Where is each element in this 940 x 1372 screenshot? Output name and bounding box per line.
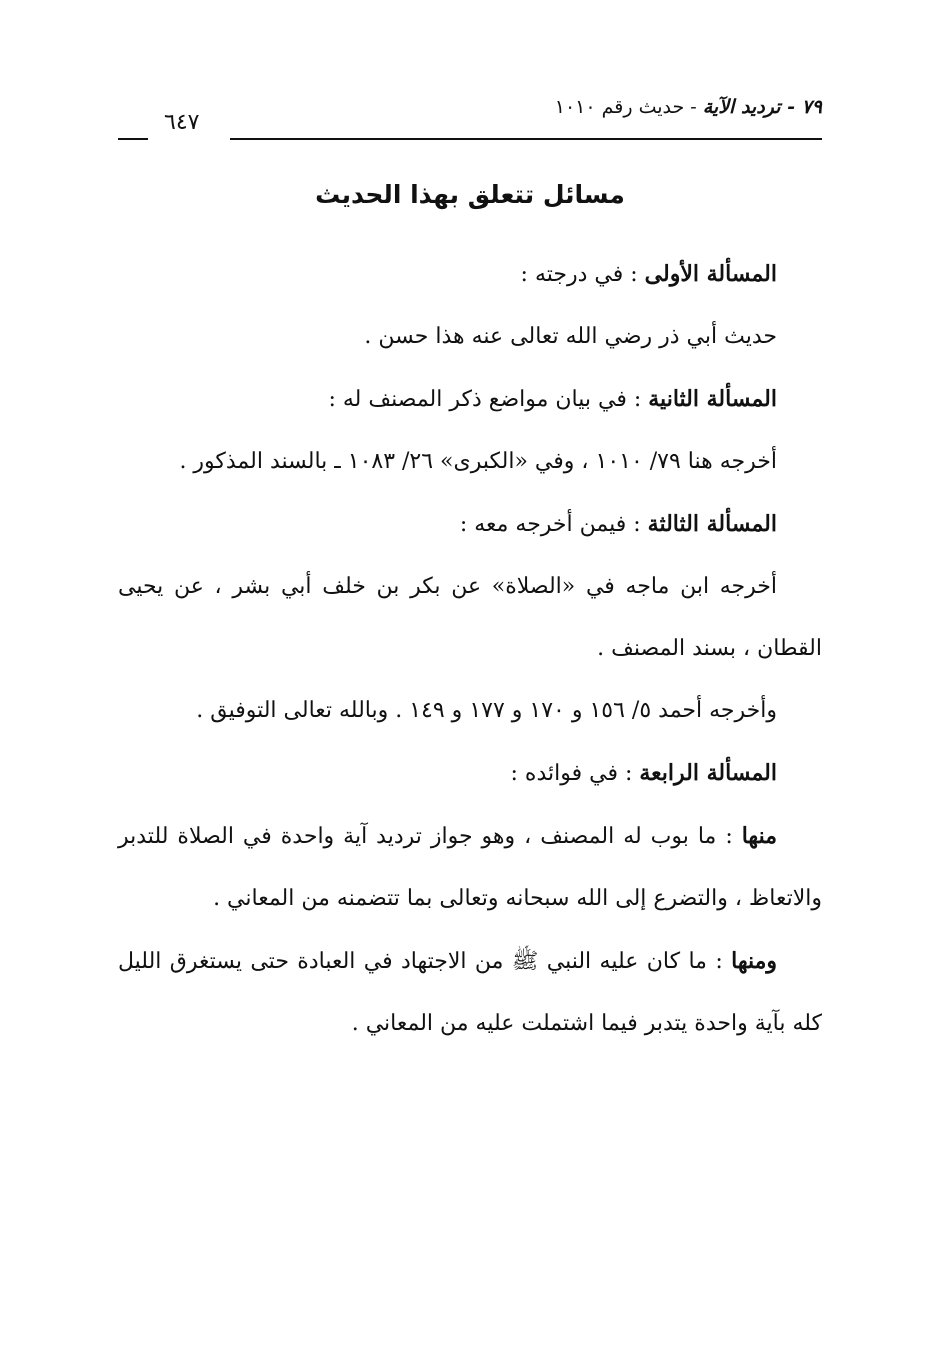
page-number-rule	[118, 138, 148, 140]
body-text	[118, 243, 822, 1055]
paragraph-ahmad: وأخرجه أحمد ٥/ ١٥٦ و ١٧٠ و ١٧٧ و ١٤٩ . وبالله تعالى التوفيق .	[196, 698, 777, 723]
paragraph-benefit-1: منها : ما بوب له المصنف ، وهو جواز ترديد آية واحدة في الصلاة للتدبر والاتعاظ ، والتضرع إلى الله سبحانه وتعالى بما تتضمنه من المعاني .	[118, 823, 822, 911]
paragraph-masala-1: المسألة الأولى : في درجته :	[520, 261, 777, 287]
paragraph-benefit-2: ومنها : ما كان عليه النبي ﷺ من الاجتهاد في العبادة حتى يستغرق الليل كله بآية واحدة يتدبر فيما اشتملت عليه من المعاني .	[118, 948, 822, 1036]
header-rule	[230, 138, 822, 140]
benefit-label: ومنها	[731, 948, 777, 974]
masala-label: المسألة الأولى	[644, 261, 777, 287]
benefit-label: منها	[741, 823, 777, 849]
paragraph-masala-4: المسألة الرابعة : في فوائده :	[510, 760, 777, 786]
masala-label: المسألة الثانية	[648, 386, 777, 412]
paragraph-ibn-majah: أخرجه ابن ماجه في «الصلاة» عن بكر بن خلف أبي بشر ، عن يحيى القطان ، بسند المصنف .	[118, 574, 822, 661]
hadith-number: - حديث رقم ١٠١٠	[554, 96, 703, 118]
chapter-title: ٧٩ - ترديد الآية	[702, 96, 822, 118]
masala-label: المسألة الثالثة	[647, 511, 777, 537]
section-heading: مسائل تتعلق بهذا الحديث	[315, 180, 625, 209]
paragraph-grade: حديث أبي ذر رضي الله تعالى عنه هذا حسن .	[364, 324, 777, 349]
paragraph-masala-3: المسألة الثالثة : فيمن أخرجه معه :	[459, 511, 777, 537]
paragraph-masala-2: المسألة الثانية : في بيان مواضع ذكر المصنف له :	[328, 386, 777, 412]
running-header	[118, 96, 822, 146]
running-header-title	[555, 96, 822, 118]
masala-label: المسألة الرابعة	[639, 760, 777, 786]
paragraph-locations: أخرجه هنا ٧٩/ ١٠١٠ ، وفي «الكبرى» ٢٦/ ١٠٨٣ ـ بالسند المذكور .	[179, 449, 777, 474]
page-number: ٦٤٧	[164, 110, 200, 135]
